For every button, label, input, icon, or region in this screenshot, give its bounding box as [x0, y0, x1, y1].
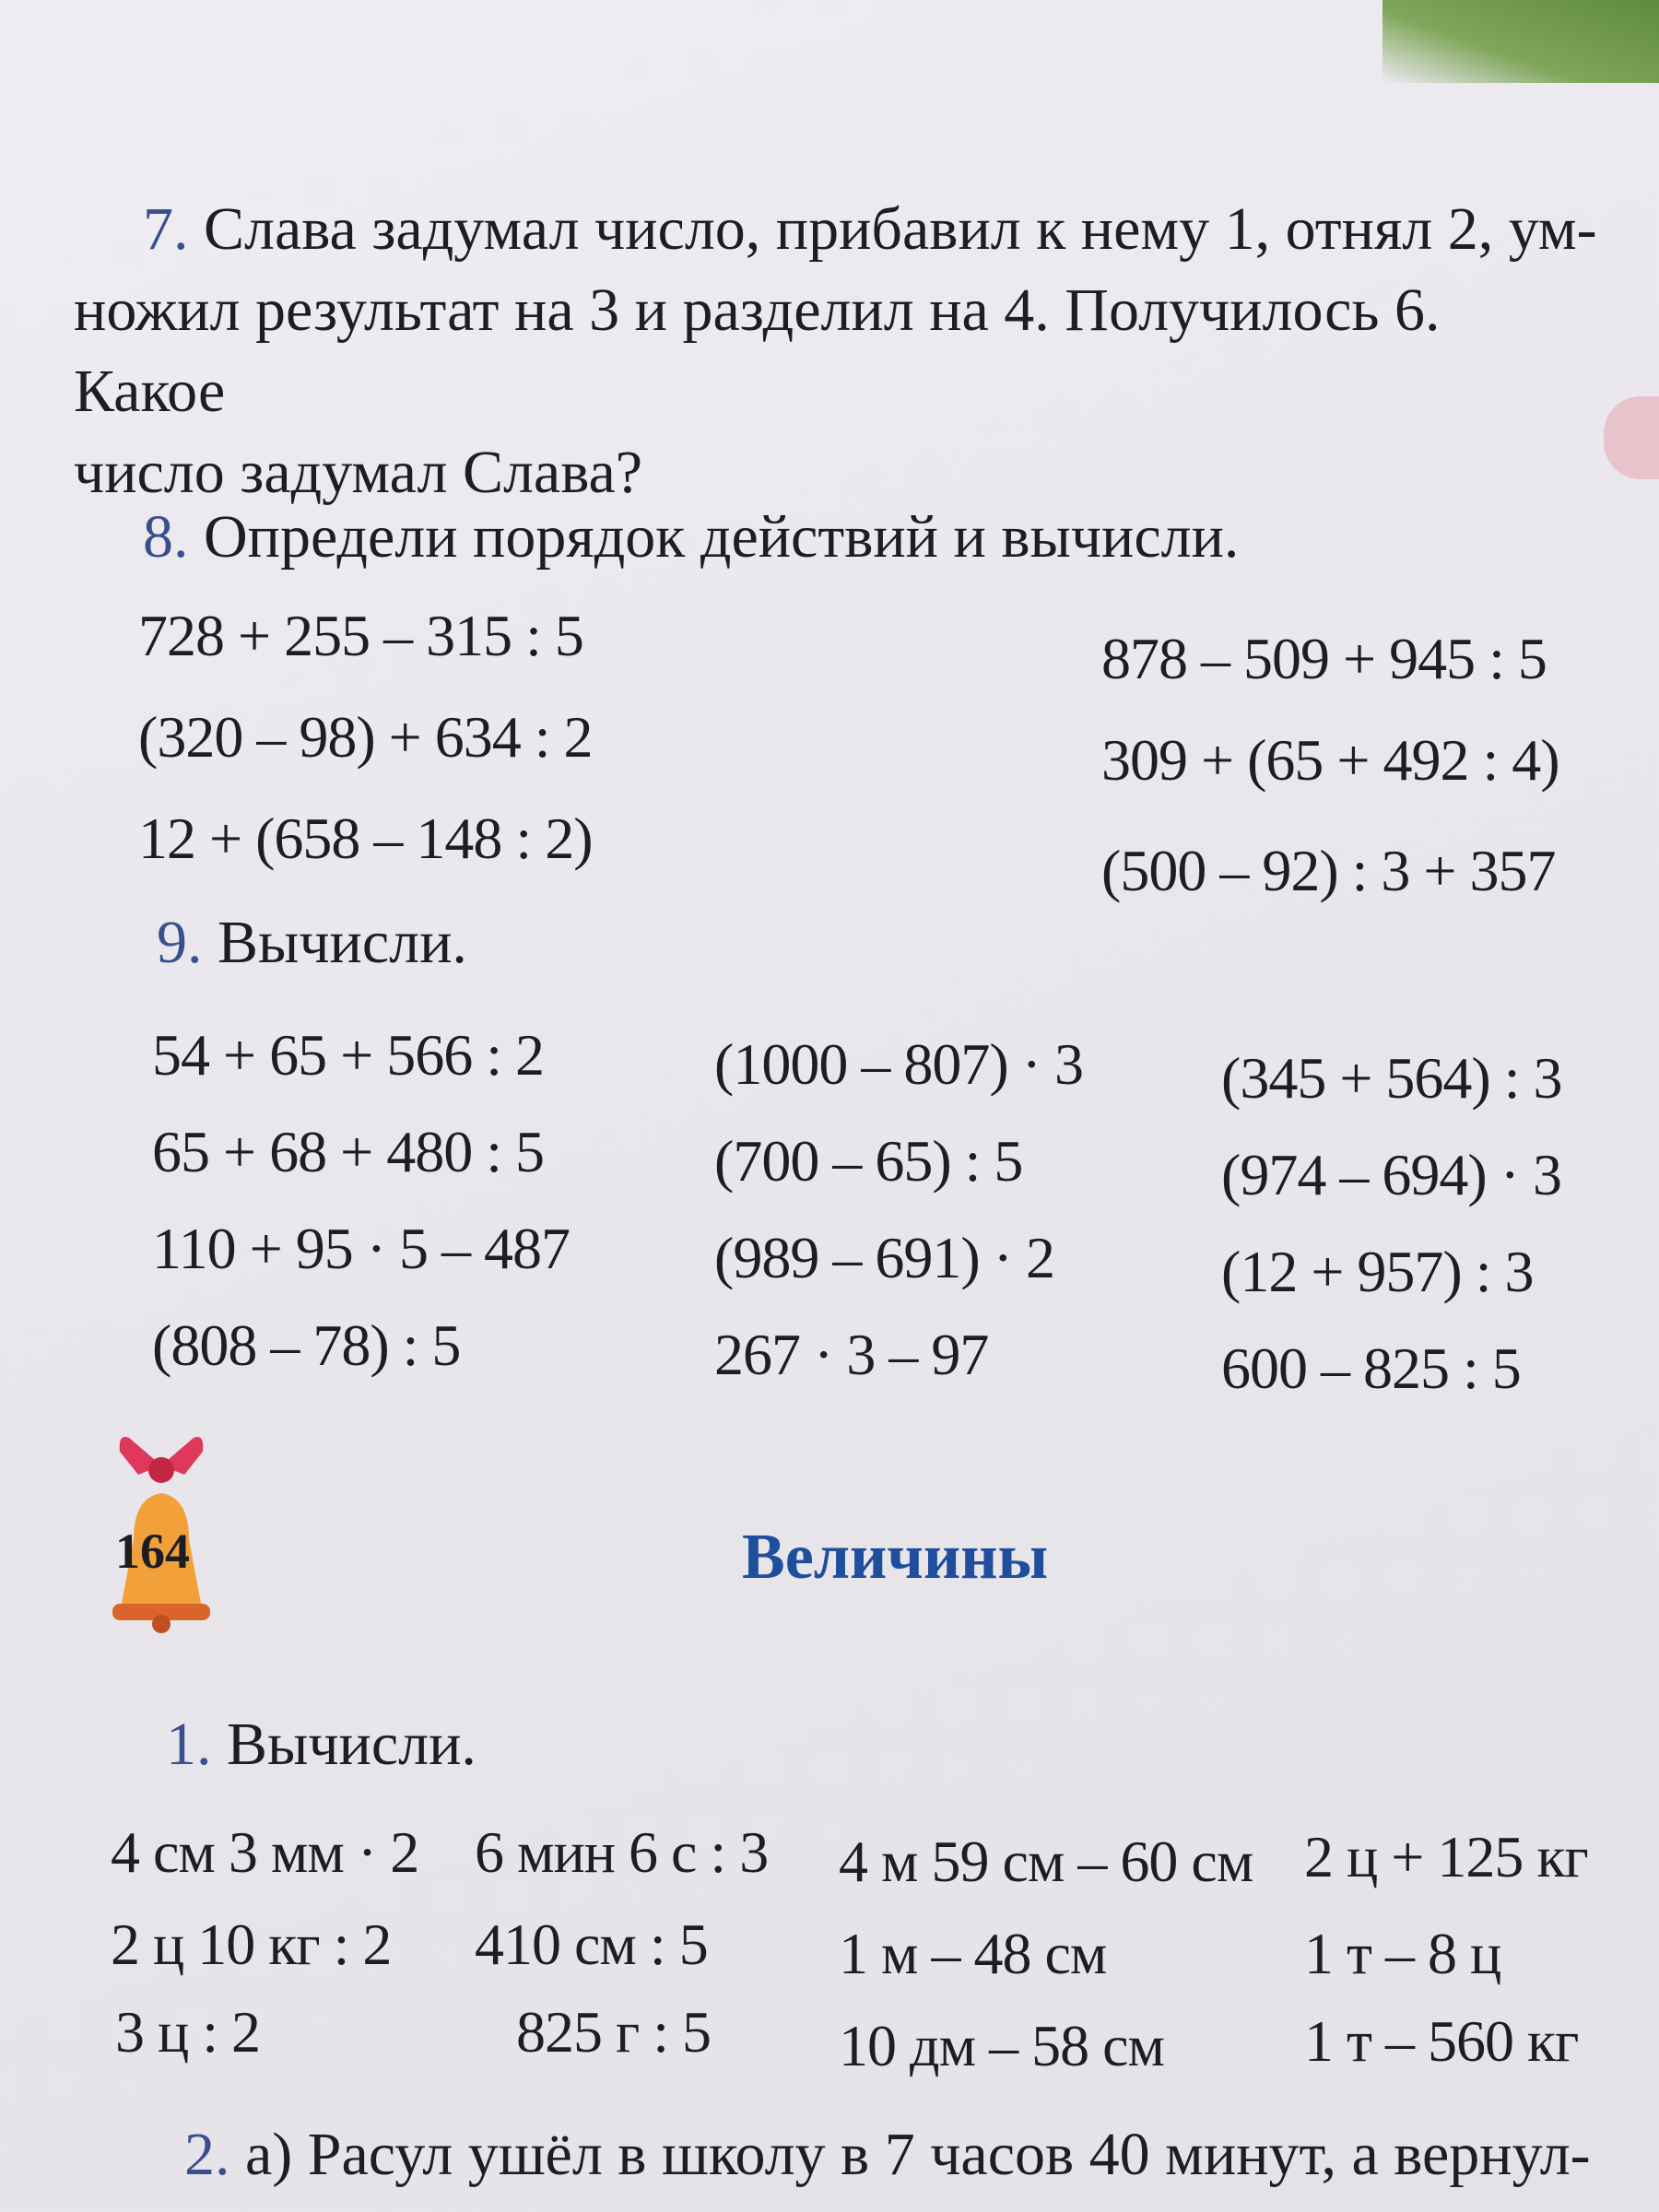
task-number: 8. [143, 503, 189, 571]
task-number: 1. [166, 1711, 212, 1778]
expression: (989 – 691) · 2 [714, 1225, 1054, 1290]
task-text: а) Расул ушёл в школу в 7 часов 40 минут, а вернул- [245, 2121, 1591, 2188]
task-7-line-3: число задумал Слава? [74, 439, 643, 506]
task-number: 2. [184, 2121, 230, 2188]
expression: 728 + 255 – 315 : 5 [138, 603, 583, 668]
background-green-corner [1382, 0, 1659, 83]
expression: (700 – 65) : 5 [714, 1128, 1023, 1194]
expression: 54 + 65 + 566 : 2 [152, 1022, 544, 1088]
expression: 1 м – 48 см [839, 1921, 1107, 1986]
expression: 110 + 95 · 5 – 487 [152, 1216, 571, 1281]
expression: 878 – 509 + 945 : 5 [1101, 626, 1547, 691]
expression: 2 ц + 125 кг [1304, 1824, 1588, 1889]
task-title: Определи порядок действий и вычисли. [204, 503, 1240, 571]
task-number: 9. [157, 909, 203, 976]
task-title: Вычисли. [227, 1711, 477, 1778]
background-pink-shape [1604, 396, 1659, 479]
task-9-heading [157, 908, 467, 978]
expression: 12 + (658 – 148 : 2) [138, 806, 593, 871]
task-7-line-1 [74, 189, 1604, 270]
lesson-number: 164 [115, 1524, 190, 1579]
expression: 2 ц 10 кг : 2 [111, 1912, 392, 1977]
expression: 4 см 3 мм · 2 [111, 1819, 419, 1885]
expression: 3 ц : 2 [115, 1999, 261, 2065]
expression: (808 – 78) : 5 [152, 1312, 461, 1378]
task-text: Слава задумал число, прибавил к нему 1, отнял 2, ум- [204, 195, 1597, 263]
task-2-heading [184, 2120, 1591, 2190]
task-7 [74, 189, 1604, 513]
task-8-heading [143, 502, 1239, 572]
expression: (500 – 92) : 3 + 357 [1101, 838, 1556, 903]
expression: (974 – 694) · 3 [1221, 1142, 1561, 1207]
expression: 825 г : 5 [516, 1999, 712, 2065]
task-title: Вычисли. [218, 909, 467, 976]
expression: (320 – 98) + 634 : 2 [138, 704, 593, 770]
section-title: Величины [742, 1522, 1049, 1593]
expression: 1 т – 8 ц [1304, 1921, 1501, 1986]
task-1-heading [166, 1710, 477, 1780]
expression: (345 + 564) : 3 [1221, 1045, 1562, 1111]
task-7-line-2: ножил результат на 3 и разделил на 4. Получилось 6. Какое [74, 276, 1441, 425]
expression: 10 дм – 58 см [839, 2013, 1164, 2078]
expression: 600 – 825 : 5 [1221, 1335, 1521, 1401]
expression: (12 + 957) : 3 [1221, 1239, 1534, 1304]
expression: 1 т – 560 кг [1304, 2008, 1579, 2074]
expression: 4 м 59 см – 60 см [839, 1829, 1253, 1894]
expression: 65 + 68 + 480 : 5 [152, 1119, 544, 1184]
expression: 6 мин 6 с : 3 [475, 1819, 769, 1885]
expression: 410 см : 5 [475, 1912, 708, 1977]
task-number: 7. [143, 195, 189, 263]
expression: 309 + (65 + 492 : 4) [1101, 727, 1559, 793]
expression: (1000 – 807) · 3 [714, 1031, 1083, 1097]
expression: 267 · 3 – 97 [714, 1322, 989, 1387]
